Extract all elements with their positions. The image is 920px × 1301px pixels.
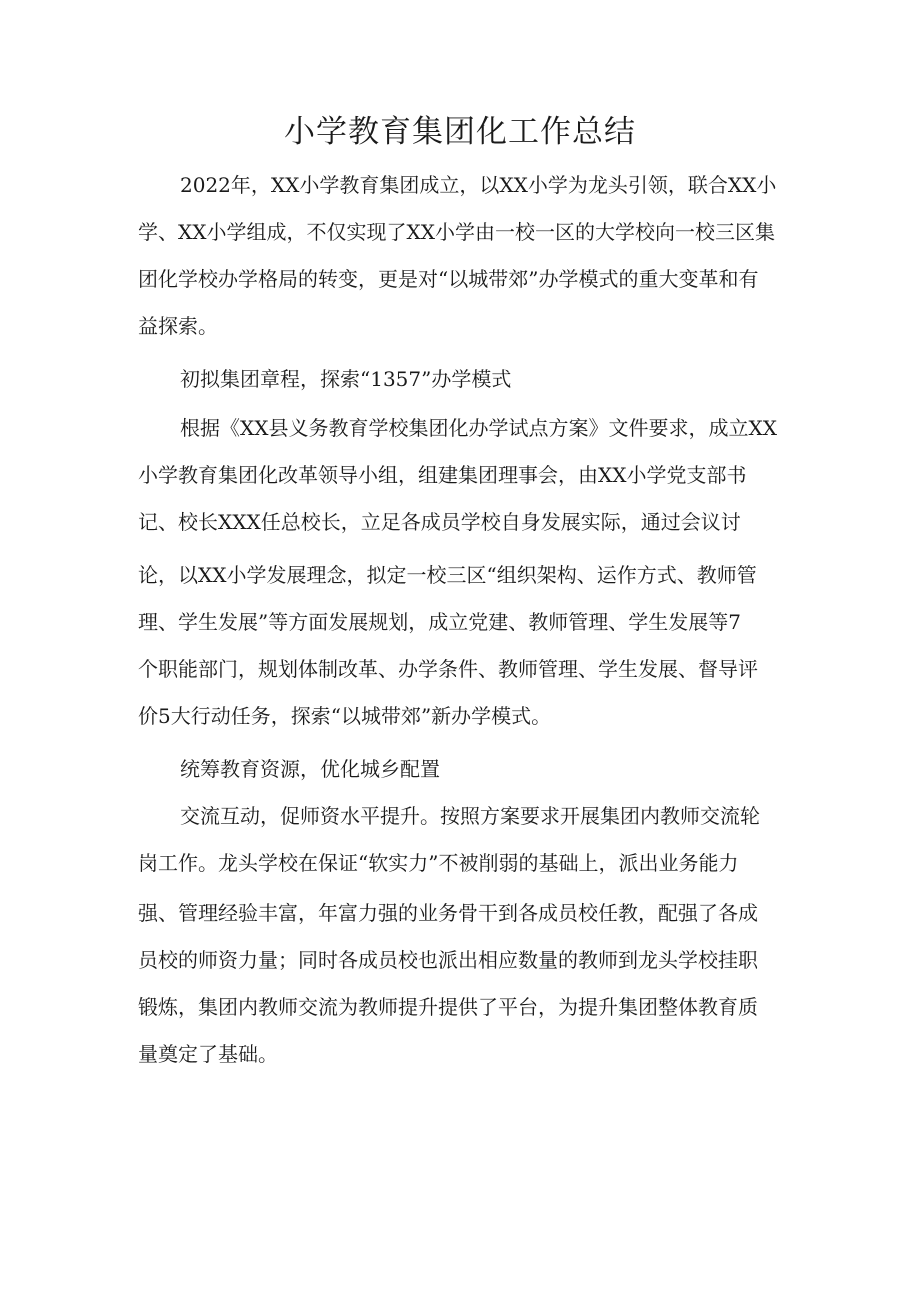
paragraph-1-line-1: 2022年，XX小学教育集团成立，以XX小学为龙头引领，联合XX小 xyxy=(180,173,777,197)
paragraph-2-line-5: 理、学生发展”等方面发展规划，成立党建、教师管理、学生发展等7 xyxy=(138,610,741,634)
paragraph-3-line-5: 锻炼，集团内教师交流为教师提升提供了平台，为提升集团整体教育质 xyxy=(138,995,758,1019)
paragraph-2-line-1: 根据《XX县义务教育学校集团化办学试点方案》文件要求，成立XX xyxy=(180,416,777,440)
paragraph-3-line-3: 强、管理经验丰富，年富力强的业务骨干到各成员校任教，配强了各成 xyxy=(138,901,758,925)
paragraph-2-line-2: 小学教育集团化改革领导小组，组建集团理事会，由XX小学党支部书 xyxy=(138,463,747,487)
section-heading-2: 统筹教育资源，优化城乡配置 xyxy=(180,757,440,781)
paragraph-1-line-2: 学、XX小学组成，不仅实现了XX小学由一校一区的大学校向一校三区集 xyxy=(138,220,775,244)
document-title: 小学教育集团化工作总结 xyxy=(284,114,636,150)
paragraph-1-line-3: 团化学校办学格局的转变，更是对“以城带郊”办学模式的重大变革和有 xyxy=(138,267,759,291)
section-heading-1: 初拟集团章程，探索“1357”办学模式 xyxy=(180,367,512,391)
paragraph-3-line-2: 岗工作。龙头学校在保证“软实力”不被削弱的基础上，派出业务能力 xyxy=(138,851,739,875)
paragraph-2-line-3: 记、校长XXX任总校长，立足各成员学校自身发展实际，通过会议讨 xyxy=(138,510,741,534)
paragraph-2-line-7: 价5大行动任务，探索“以城带郊”新办学模式。 xyxy=(138,704,552,728)
paragraph-3-line-4: 员校的师资力量；同时各成员校也派出相应数量的教师到龙头学校挂职 xyxy=(138,948,758,972)
paragraph-3-line-6: 量奠定了基础。 xyxy=(138,1042,278,1066)
paragraph-2-line-6: 个职能部门，规划体制改革、办学条件、教师管理、学生发展、督导评 xyxy=(138,657,758,681)
paragraph-3-line-1: 交流互动，促师资水平提升。按照方案要求开展集团内教师交流轮 xyxy=(180,804,760,828)
paragraph-2-line-4: 论，以XX小学发展理念，拟定一校三区“组织架构、运作方式、教师管 xyxy=(138,563,757,587)
paragraph-1-line-4: 益探索。 xyxy=(138,314,218,338)
